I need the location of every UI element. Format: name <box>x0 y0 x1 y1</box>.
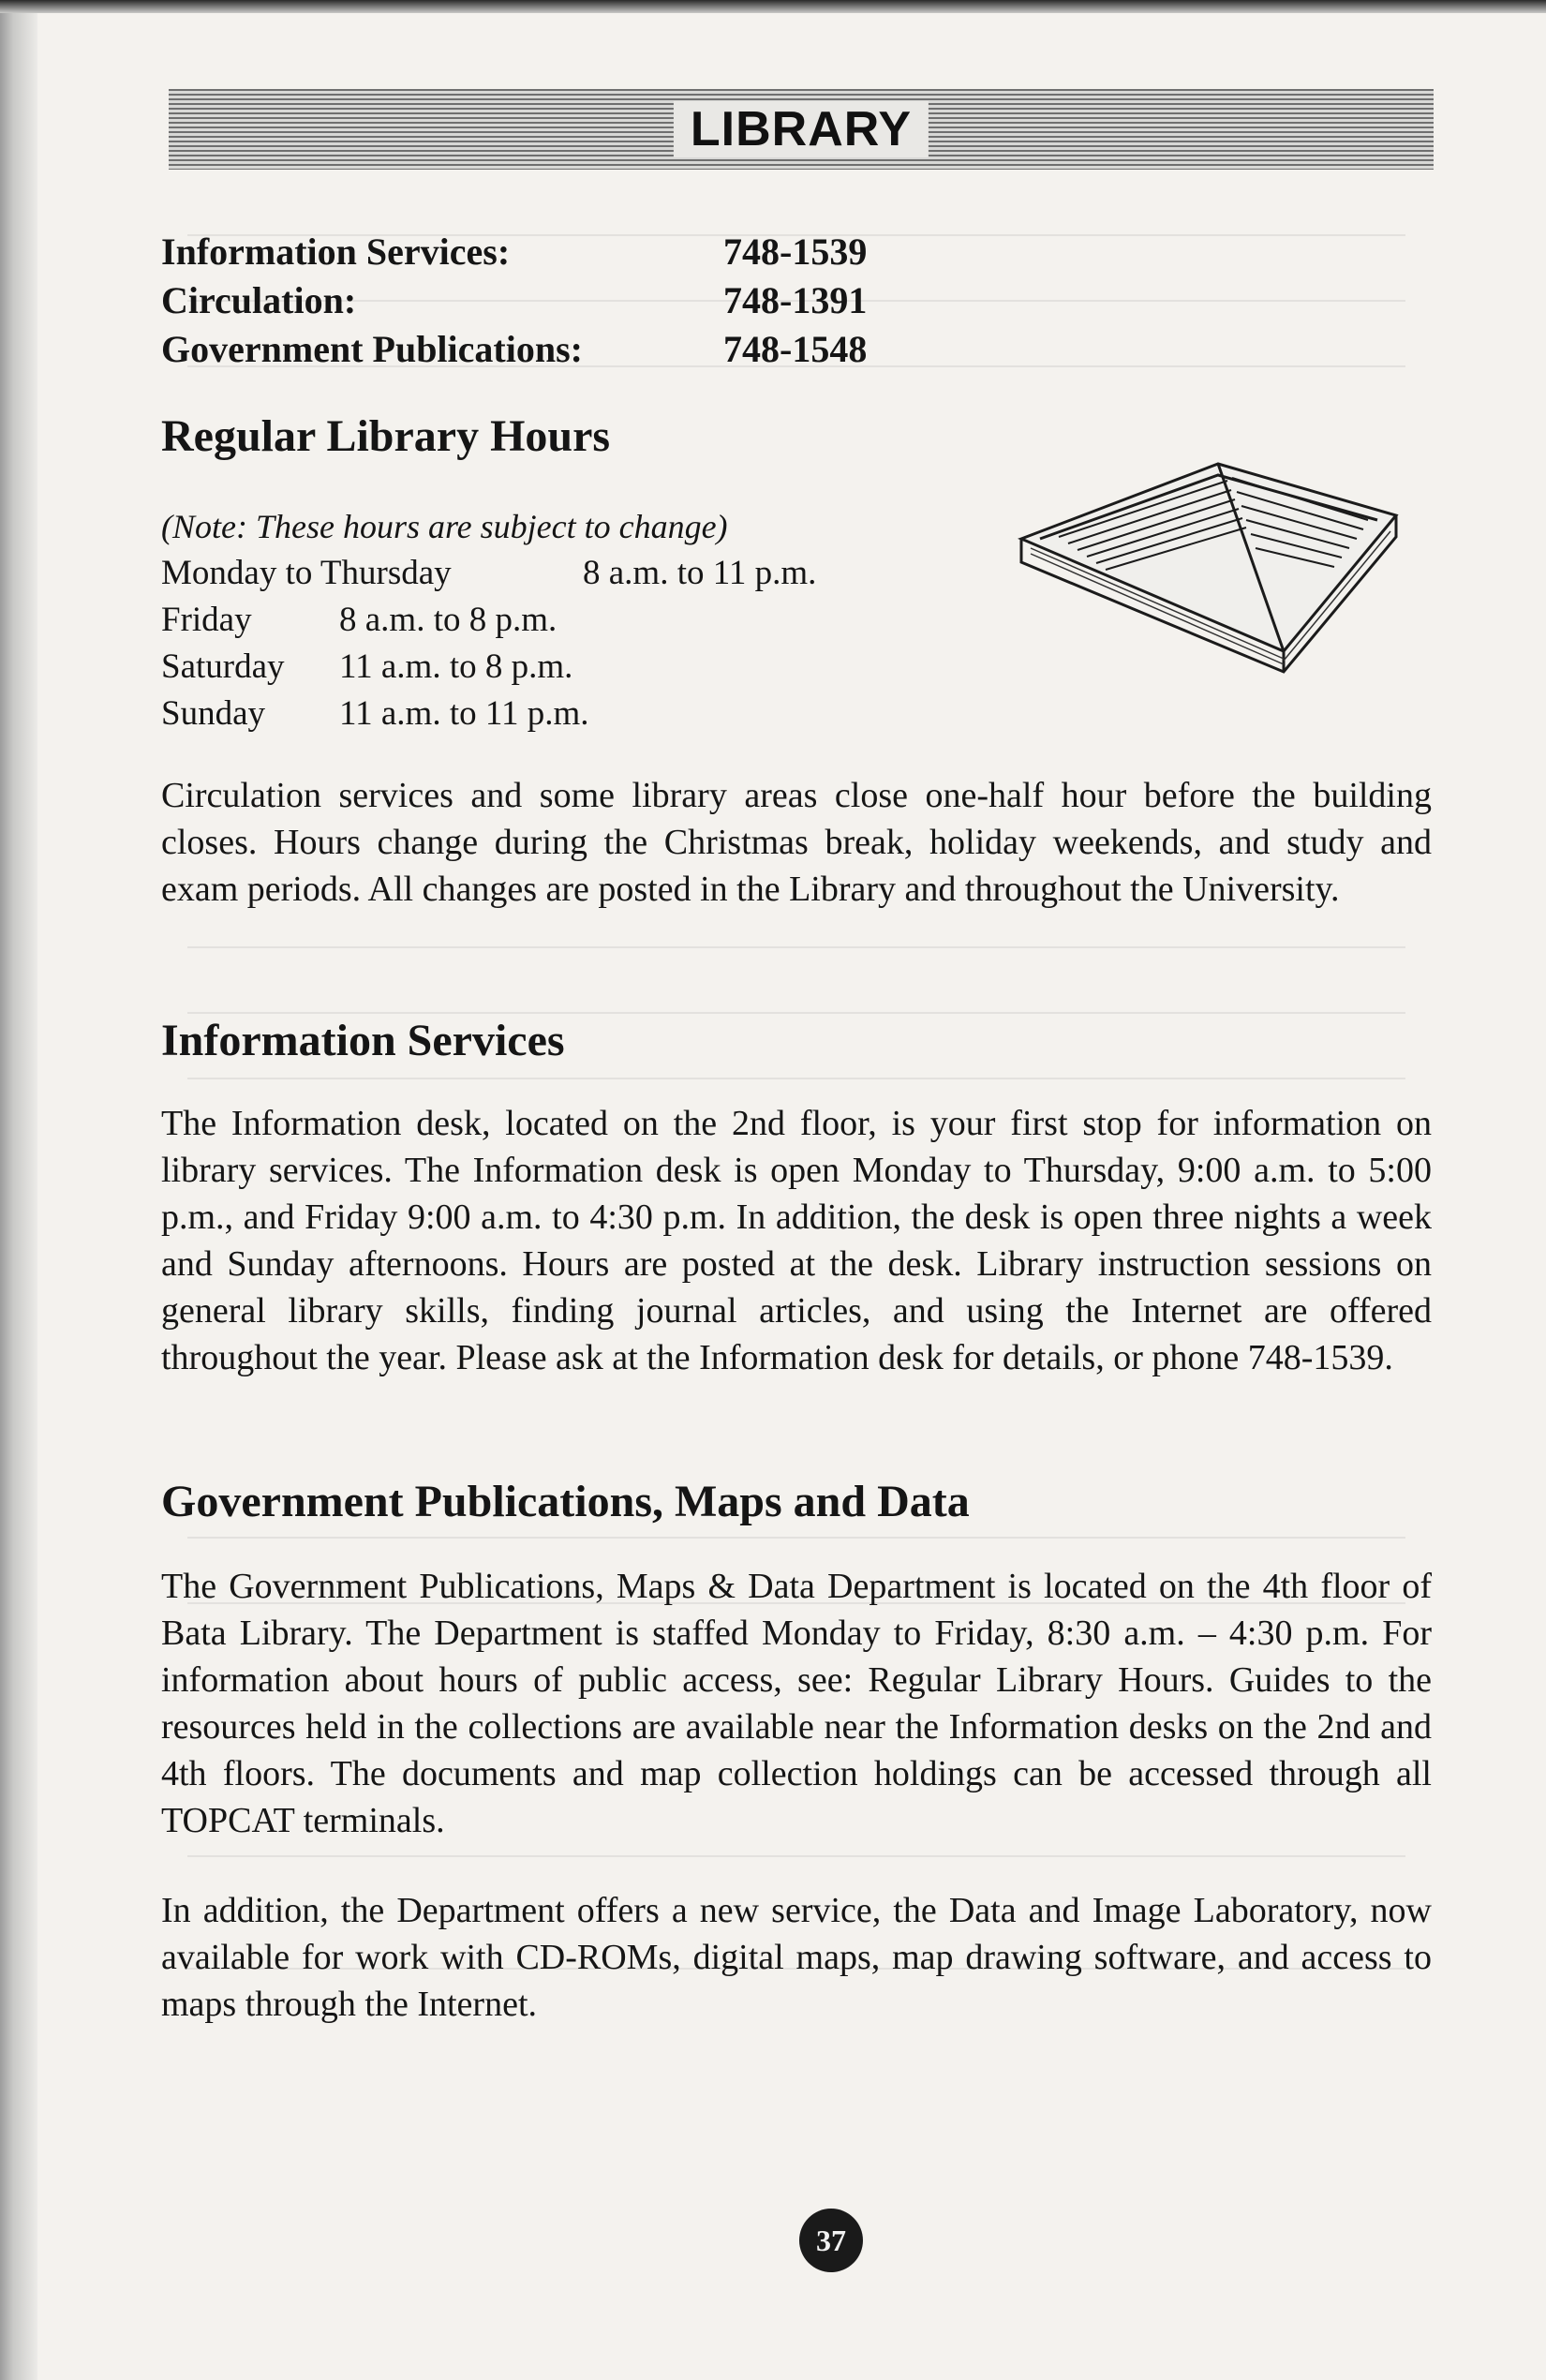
contact-phone: 748-1548 <box>723 328 868 370</box>
hours-day: Sunday <box>161 694 265 733</box>
info-services-heading: Information Services <box>161 1016 565 1065</box>
hours-note: (Note: These hours are subject to change) <box>161 508 728 545</box>
gov-pubs-heading: Government Publications, Maps and Data <box>161 1477 970 1526</box>
hours-time: 11 a.m. to 11 p.m. <box>339 694 589 733</box>
contact-label: Information Services: <box>161 231 511 273</box>
contact-phone: 748-1391 <box>723 279 868 321</box>
hours-day: Friday <box>161 601 252 639</box>
contact-label: Government Publications: <box>161 328 583 370</box>
contact-phone: 748-1539 <box>723 231 868 273</box>
info-services-paragraph: The Information desk, located on the 2nd floor, is your first stop for information on library services. The Information desk is open Monday to Thursday, 9:00 a.m. to 5:00 p.m., and Friday 9:00 a.m. to 4:30 p.m. In addition, the desk is open three nights a week and Sunday afternoons. Hours are posted at the desk. Library instruction sessions on general library skills, finding journal articles, and using the Internet are offered throughout the year. Please ask at the Information desk for details, or phone 748-1539. <box>161 1104 1432 1377</box>
page-number: 37 <box>799 2209 863 2272</box>
open-book-icon <box>1003 426 1415 679</box>
section-banner <box>169 89 1434 170</box>
contact-label: Circulation: <box>161 279 357 321</box>
hours-day: Monday to Thursday <box>161 554 452 592</box>
gov-pubs-paragraph-2: In addition, the Department offers a new service, the Data and Image Laboratory, now available for work with CD-ROMs, digital maps, map drawing software, and access to maps through the Internet. <box>161 1891 1432 2024</box>
hours-heading: Regular Library Hours <box>161 411 611 461</box>
hours-time: 8 a.m. to 11 p.m. <box>583 554 817 592</box>
hours-time: 11 a.m. to 8 p.m. <box>339 647 573 686</box>
hours-paragraph: Circulation services and some library areas close one-half hour before the building closes. Hours change during the Christmas break, holiday weekends, and study and exam periods. All changes are posted in the Library and throughout the University. <box>161 776 1432 909</box>
hours-time: 8 a.m. to 8 p.m. <box>339 601 557 639</box>
gov-pubs-paragraph-1: The Government Publications, Maps & Data Department is located on the 4th floor of Bata Library. The Department is staffed Monday to Friday, 8:30 a.m. – 4:30 p.m. For information about hours of public access, see: Regular Library Hours. Guides to the resources held in the collections are available near the Information desks on the 2nd and 4th floors. The documents and map collection holdings can be accessed through all TOPCAT terminals. <box>161 1567 1432 1840</box>
page-title: LIBRARY <box>674 101 929 157</box>
hours-day: Saturday <box>161 647 285 686</box>
